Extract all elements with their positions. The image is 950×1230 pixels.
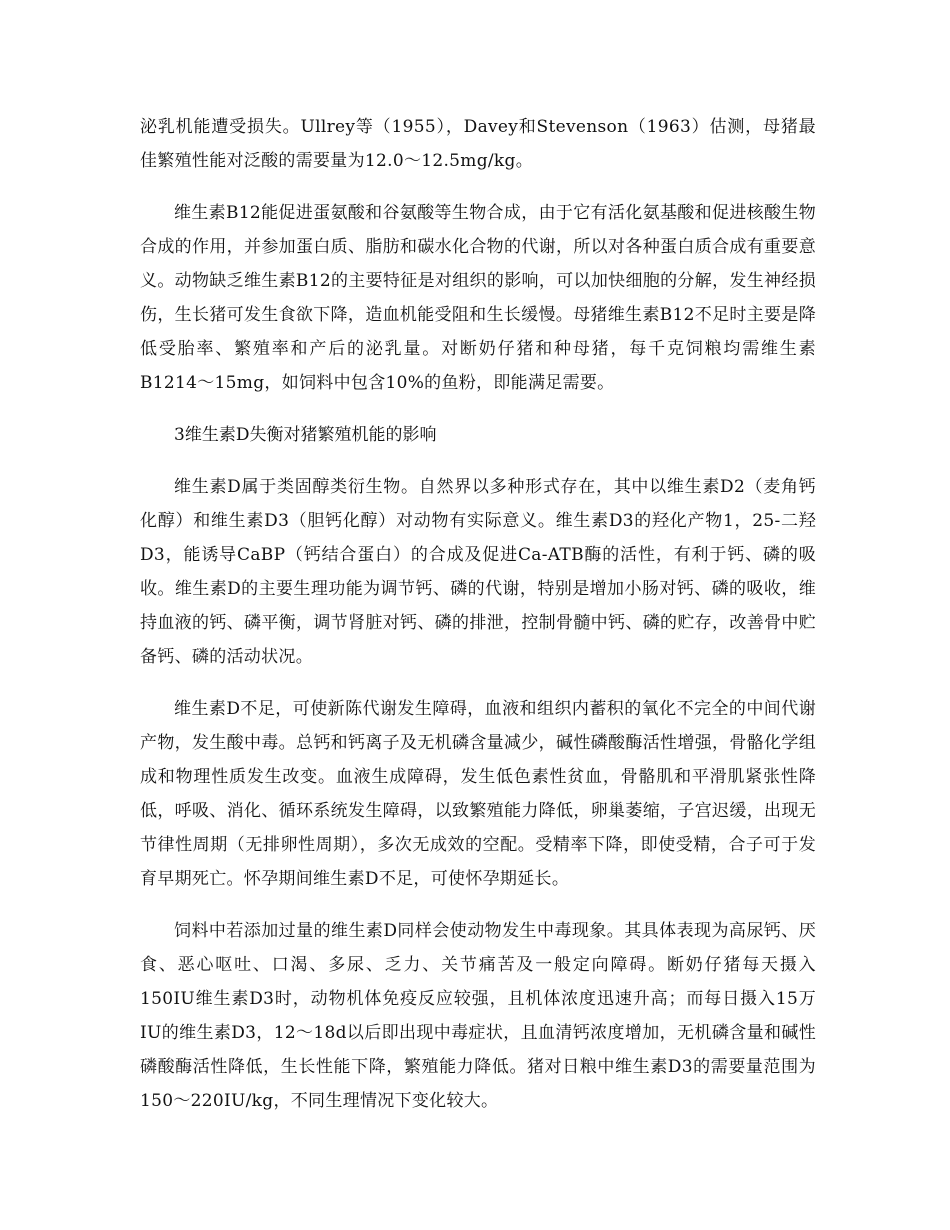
- paragraph-pantothenic-continuation: 泌乳机能遭受损失。Ullrey等（1955），Davey和Stevenson（1963）估测，母猪最佳繁殖性能对泛酸的需要量为12.0～12.5mg/kg。: [140, 117, 816, 171]
- paragraph-vitamin-d-excess: 饲料中若添加过量的维生素D同样会使动物发生中毒现象。其具体表现为高尿钙、厌食、恶心呕吐、口渴、多尿、乏力、关节痛苦及一般定向障碍。断奶仔猪每天摄入150IU维生素D3时，动物机体免疫反应较强，且机体浓度迅速升高；而每日摄入15万IU的维生素D3，12～18d以后即出现中毒症状，且血清钙浓度增加，无机磷含量和碱性磷酸酶活性降低，生长性能下降，繁殖能力降低。猪对日粮中维生素D3的需要量范围为150～220IU/kg，不同生理情况下变化较大。: [140, 921, 816, 1111]
- section-heading-vitamin-d: 3维生素D失衡对猪繁殖机能的影响: [174, 425, 437, 445]
- paragraph-vitamin-b12: 维生素B12能促进蛋氨酸和谷氨酸等生物合成，由于它有活化氨基酸和促进核酸生物合成的作用，并参加蛋白质、脂肪和碳水化合物的代谢，所以对各种蛋白质合成有重要意义。动物缺乏维生素B12的主要特征是对组织的影响，可以加快细胞的分解，发生神经损伤，生长猪可发生食欲下降，造血机能受阻和生长缓慢。母猪维生素B12不足时主要是降低受胎率、繁殖率和产后的泌乳量。对断奶仔猪和种母猪，每千克饲粮均需维生素B1214～15mg，如饲料中包含10%的鱼粉，即能满足需要。: [140, 203, 816, 393]
- document-body: [140, 110, 816, 1136]
- paragraph-vitamin-d-intro: 维生素D属于类固醇类衍生物。自然界以多种形式存在，其中以维生素D2（麦角钙化醇）和维生素D3（胆钙化醇）对动物有实际意义。维生素D3的羟化产物1，25-二羟D3，能诱导CaBP（钙结合蛋白）的合成及促进Ca-ATB酶的活性，有利于钙、磷的吸收。维生素D的主要生理功能为调节钙、磷的代谢，特别是增加小肠对钙、磷的吸收，维持血液的钙、磷平衡，调节肾脏对钙、磷的排泄，控制骨髓中钙、磷的贮存，改善骨中贮备钙、磷的活动状况。: [140, 477, 816, 667]
- paragraph-vitamin-d-deficiency: 维生素D不足，可使新陈代谢发生障碍，血液和组织内蓄积的氧化不完全的中间代谢产物，发生酸中毒。总钙和钙离子及无机磷含量减少，碱性磷酸酶活性增强，骨骼化学组成和物理性质发生改变。血液生成障碍，发生低色素性贫血，骨骼肌和平滑肌紧张性降低，呼吸、消化、循环系统发生障碍，以致繁殖能力降低，卵巢萎缩，子宫迟缓，出现无节律性周期（无排卵性周期），多次无成效的空配。受精率下降，即使受精，合子可于发育早期死亡。怀孕期间维生素D不足，可使怀孕期延长。: [140, 699, 816, 889]
